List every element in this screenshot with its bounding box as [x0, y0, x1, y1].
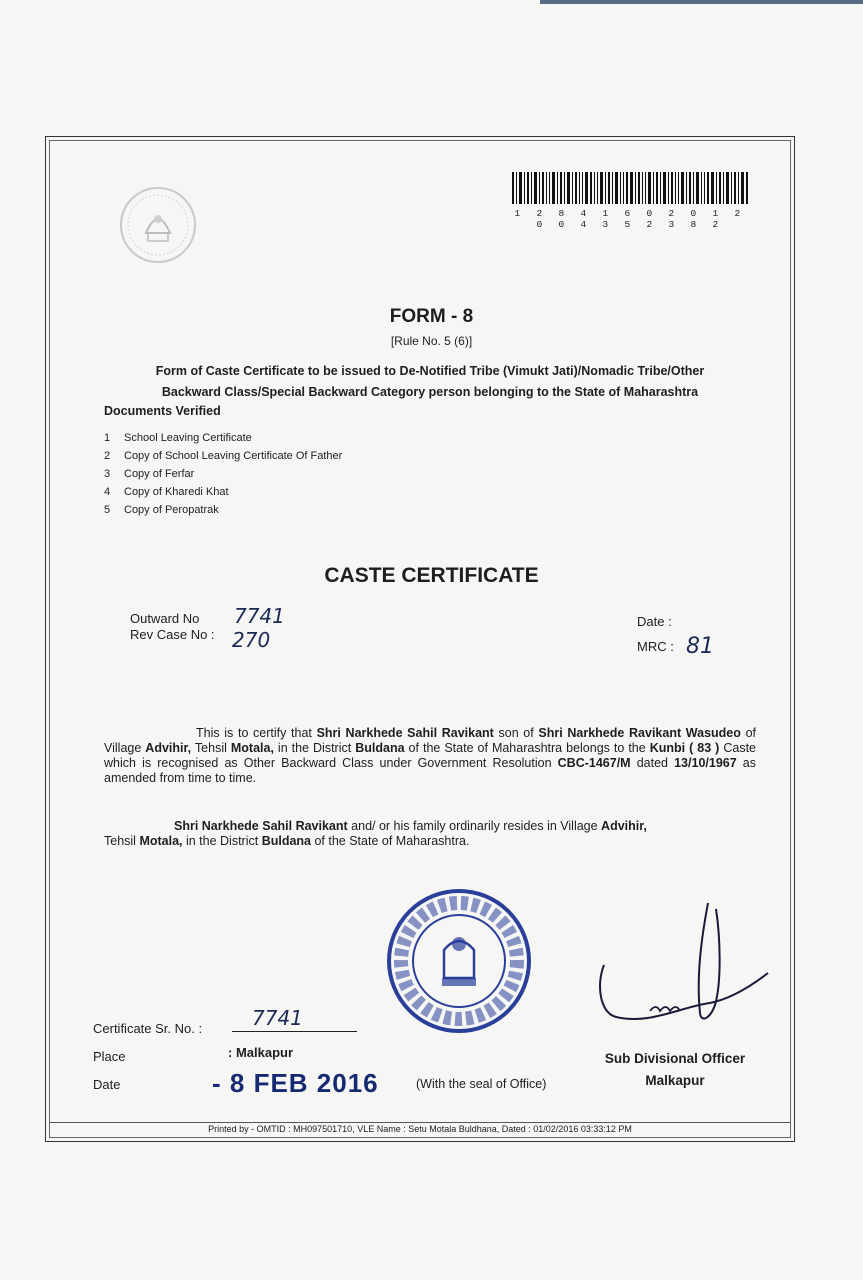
issue-date-label: Date: [93, 1077, 121, 1092]
date-label: Date :: [637, 614, 672, 629]
para-text: Tehsil: [191, 741, 231, 755]
barcode-number: 1 2 8 4 1 6 0 2 0 1 2 0 0 4 3 5 2 3 8 2: [514, 208, 746, 230]
place-label: Place: [93, 1049, 126, 1064]
list-item: [104, 465, 342, 483]
tehsil-name: Motala,: [139, 834, 183, 848]
village-name: Advihir,: [145, 741, 192, 755]
barcode-icon: [512, 172, 748, 204]
para-text: of the State of Maharashtra belongs to the: [404, 741, 650, 755]
list-item: [104, 429, 342, 447]
outward-number: 7741: [234, 604, 285, 628]
item-label: Copy of School Leaving Certificate Of Father: [124, 450, 343, 462]
certificate-title: CASTE CERTIFICATE: [324, 564, 539, 587]
para-text: in the District: [273, 741, 356, 755]
district-name: Buldana: [261, 834, 311, 848]
tehsil-name: Motala,: [230, 741, 274, 755]
resolution-date: 13/10/1967: [674, 756, 737, 770]
village-name: Advihir,: [601, 819, 647, 833]
office-seal-icon: [386, 888, 532, 1034]
documents-list: [104, 429, 342, 519]
mrc-label: MRC :: [637, 639, 674, 654]
para-text: This is to certify that: [196, 726, 317, 740]
mrc-number: 81: [686, 634, 714, 659]
form-subtitle: [120, 361, 740, 403]
para-text: of the State of Maharashtra.: [311, 834, 470, 848]
para-text: dated: [630, 756, 675, 770]
cert-sr-underline: [232, 1031, 357, 1032]
item-label: Copy of Peropatrak: [124, 504, 219, 516]
footer-divider: [49, 1122, 791, 1123]
certification-paragraph: [104, 726, 756, 786]
rule-reference: [Rule No. 5 (6)]: [390, 334, 473, 348]
para-text: and/ or his family ordinarily resides in Village: [347, 819, 602, 833]
list-item: [104, 501, 342, 519]
issue-date-stamp: - 8 FEB 2016: [212, 1068, 379, 1098]
outward-label: Outward No: [130, 611, 200, 626]
print-footer: Printed by - OMTID : MH097501710, VLE Name : Setu Motala Buldhana, Dated : 01/02/2016 03:33:12 PM: [208, 1124, 632, 1134]
item-number: 5: [104, 504, 111, 516]
father-name: Shri Narkhede Ravikant: [538, 726, 682, 740]
government-emblem-icon: [118, 185, 198, 265]
item-number: 2: [104, 450, 111, 462]
top-edge-line: [540, 0, 863, 4]
rev-case-number: 270: [232, 628, 271, 652]
para-text: of Village: [104, 726, 756, 755]
place-value: : Malkapur: [228, 1045, 294, 1060]
resolution-number: CBC-1467/M: [557, 756, 631, 770]
rev-case-label: Rev Case No :: [130, 627, 215, 642]
item-label: Copy of Kharedi Khat: [124, 486, 229, 498]
item-number: 3: [104, 468, 111, 480]
signature-icon: [590, 895, 770, 1035]
item-number: 4: [104, 486, 111, 498]
cert-sr-number: 7741: [252, 1006, 303, 1030]
para-text: son of: [493, 726, 539, 740]
residence-paragraph: [104, 819, 756, 849]
caste-name: Kunbi ( 83 ): [649, 741, 720, 755]
para-text: as amended from time to time.: [104, 756, 756, 785]
cert-sr-label: Certificate Sr. No. :: [93, 1021, 203, 1036]
list-item: [104, 447, 342, 465]
seal-note: (With the seal of Office): [416, 1077, 547, 1091]
item-label: Copy of Ferfar: [124, 468, 195, 480]
applicant-name: Shri Narkhede Sahil Ravikant: [316, 726, 494, 740]
item-label: School Leaving Certificate: [124, 432, 252, 444]
applicant-name: Shri Narkhede Sahil Ravikant: [174, 819, 348, 833]
district-name: Buldana: [355, 741, 405, 755]
officer-title: Sub Divisional Officer: [604, 1051, 746, 1066]
father-name-cont: Wasudeo: [685, 726, 741, 740]
para-text: in the District: [182, 834, 262, 848]
subtitle-line-1: Form of Caste Certificate to be issued to De-Notified Tribe (Vimukt Jati)/Nomadic Tribe/Other: [155, 364, 705, 378]
para-text: Caste which is recognised as Other Backward Class under Government Resolution: [104, 741, 756, 770]
list-item: [104, 483, 342, 501]
item-number: 1: [104, 432, 111, 444]
subtitle-line-2: Backward Class/Special Backward Category person belonging to the State of Maharashtra: [161, 385, 699, 399]
form-title: FORM - 8: [389, 306, 474, 327]
para-text: Tehsil: [104, 834, 140, 848]
officer-place: Malkapur: [645, 1073, 705, 1088]
documents-heading: Documents Verified: [104, 404, 221, 418]
